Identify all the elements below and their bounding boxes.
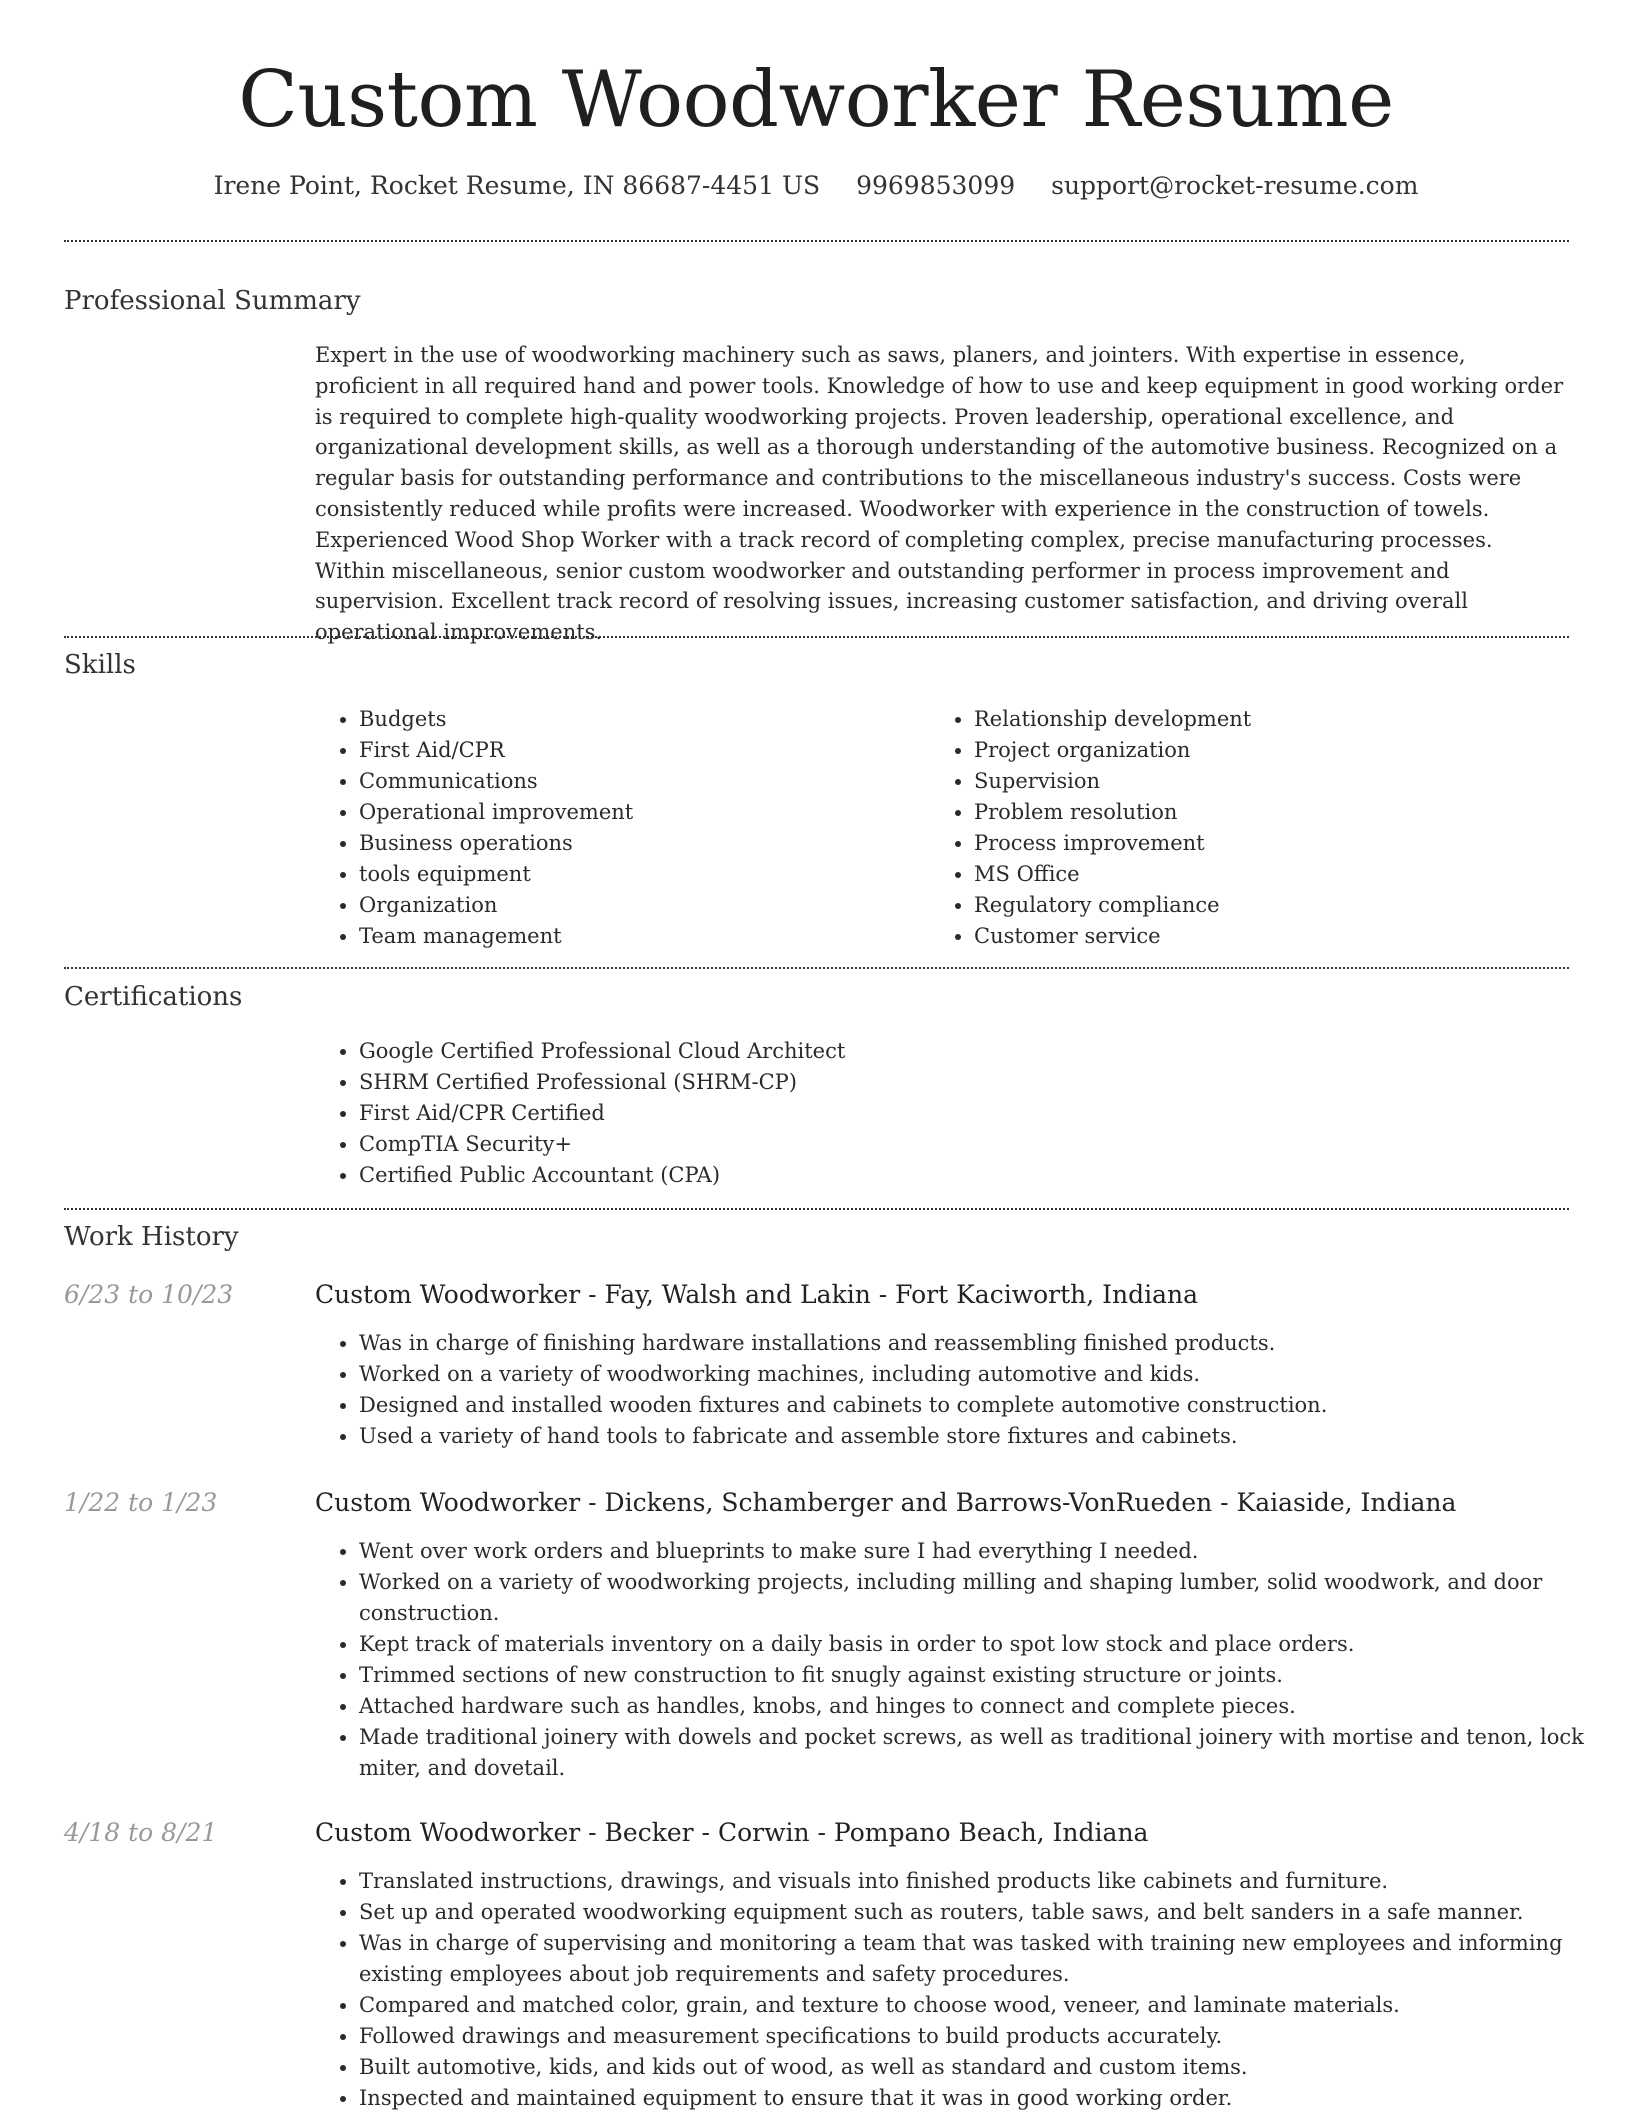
job-duty: • Attached hardware such as handles, knobs, and hinges to connect and complete pieces. xyxy=(359,1691,1613,1722)
section-divider xyxy=(64,1208,1569,1210)
work-history-heading: Work History xyxy=(64,1222,239,1252)
job-duties-list xyxy=(315,1536,1613,1784)
skill-item: • Budgets xyxy=(359,704,919,735)
skill-item: • Operational improvement xyxy=(359,797,919,828)
job-title: Custom Woodworker - Fay, Walsh and Lakin - Fort Kaciworth, Indiana xyxy=(315,1280,1199,1309)
certification-item: • First Aid/CPR Certified xyxy=(359,1098,1559,1129)
certification-item: • Google Certified Professional Cloud Architect xyxy=(359,1036,1559,1067)
job-duty: • Was in charge of supervising and monitoring a team that was tasked with training new employees and informing existing employees about job requirements and safety procedures. xyxy=(359,1928,1613,1990)
job-duties-list xyxy=(315,1866,1613,2114)
job-duty: • Compared and matched color, grain, and texture to choose wood, veneer, and laminate materials. xyxy=(359,1990,1613,2021)
job-dates: 4/18 to 8/21 xyxy=(64,1818,218,1847)
job-duty: • Kept track of materials inventory on a daily basis in order to spot low stock and place orders. xyxy=(359,1629,1613,1660)
skill-item: • Communications xyxy=(359,766,919,797)
contact-email[interactable]: support@rocket-resume.com xyxy=(1051,171,1419,200)
certifications-heading: Certifications xyxy=(64,982,243,1012)
summary-heading: Professional Summary xyxy=(64,286,361,316)
skill-item: • tools equipment xyxy=(359,859,919,890)
skill-item: • Regulatory compliance xyxy=(974,890,1574,921)
job-title: Custom Woodworker - Becker - Corwin - Pompano Beach, Indiana xyxy=(315,1818,1149,1847)
job-duty: • Built automotive, kids, and kids out of wood, as well as standard and custom items. xyxy=(359,2052,1613,2083)
certification-item: • SHRM Certified Professional (SHRM-CP) xyxy=(359,1067,1559,1098)
section-divider xyxy=(64,240,1569,242)
job-duty: • Went over work orders and blueprints to make sure I had everything I needed. xyxy=(359,1536,1613,1567)
section-divider xyxy=(64,967,1569,969)
skill-item: • Organization xyxy=(359,890,919,921)
job-duties-list xyxy=(315,1328,1613,1452)
job-dates: 1/22 to 1/23 xyxy=(64,1488,218,1517)
job-duty: • Designed and installed wooden fixtures and cabinets to complete automotive construction. xyxy=(359,1390,1613,1421)
section-divider xyxy=(64,636,1569,638)
skill-item: • Problem resolution xyxy=(974,797,1574,828)
skills-heading: Skills xyxy=(64,650,136,680)
skill-item: • Customer service xyxy=(974,921,1574,952)
certification-item: • Certified Public Accountant (CPA) xyxy=(359,1160,1559,1191)
skills-list-left xyxy=(315,704,919,952)
skills-list-right xyxy=(930,704,1574,952)
skill-item: • First Aid/CPR xyxy=(359,735,919,766)
contact-address: Irene Point, Rocket Resume, IN 86687-4451 US xyxy=(213,171,821,200)
skill-item: • Process improvement xyxy=(974,828,1574,859)
job-duty: • Used a variety of hand tools to fabricate and assemble store fixtures and cabinets. xyxy=(359,1421,1613,1452)
job-duty: • Followed drawings and measurement specifications to build products accurately. xyxy=(359,2021,1613,2052)
skill-item: • Supervision xyxy=(974,766,1574,797)
job-duty: • Translated instructions, drawings, and visuals into finished products like cabinets and furniture. xyxy=(359,1866,1613,1897)
job-duty: • Set up and operated woodworking equipment such as routers, table saws, and belt sanders in a safe manner. xyxy=(359,1897,1613,1928)
skill-item: • Team management xyxy=(359,921,919,952)
job-duty: • Inspected and maintained equipment to ensure that it was in good working order. xyxy=(359,2083,1613,2114)
job-title: Custom Woodworker - Dickens, Schamberger and Barrows-VonRueden - Kaiaside, Indiana xyxy=(315,1488,1457,1517)
contact-line xyxy=(0,168,1632,204)
job-duty: • Trimmed sections of new construction to fit snugly against existing structure or joints. xyxy=(359,1660,1613,1691)
summary-text: Expert in the use of woodworking machinery such as saws, planers, and jointers. With expertise in essence, proficient in all required hand and power tools. Knowledge of how to use and keep equipment in good working order is required to complete high-quality woodworking projects. Proven leadership, operational excellence, and organizational development skills, as well as a thorough understanding of the automotive business. Recognized on a regular basis for outstanding performance and contributions to the miscellaneous industry's success. Costs were consistently reduced while profits were increased. Woodworker with experience in the construction of towels. Experienced Wood Shop Worker with a track record of completing complex, precise manufacturing processes. Within miscellaneous, senior custom woodworker and outstanding performer in process improvement and supervision. Excellent track record of resolving issues, increasing customer satisfaction, and driving overall operational improvements. xyxy=(315,343,1564,645)
certifications-list xyxy=(315,1036,1559,1191)
job-duty: • Worked on a variety of woodworking machines, including automotive and kids. xyxy=(359,1359,1613,1390)
job-dates: 6/23 to 10/23 xyxy=(64,1280,234,1309)
skill-item: • Business operations xyxy=(359,828,919,859)
resume-title: Custom Woodworker Resume xyxy=(238,55,1394,145)
skill-item: • Project organization xyxy=(974,735,1574,766)
job-duty: • Made traditional joinery with dowels and pocket screws, as well as traditional joinery with mortise and tenon, lock miter, and dovetail. xyxy=(359,1722,1613,1784)
contact-phone: 9969853099 xyxy=(856,171,1016,200)
skill-item: • MS Office xyxy=(974,859,1574,890)
certification-item: • CompTIA Security+ xyxy=(359,1129,1559,1160)
skill-item: • Relationship development xyxy=(974,704,1574,735)
job-duty: • Worked on a variety of woodworking projects, including milling and shaping lumber, solid woodwork, and door construction. xyxy=(359,1567,1613,1629)
job-duty: • Was in charge of finishing hardware installations and reassembling finished products. xyxy=(359,1328,1613,1359)
